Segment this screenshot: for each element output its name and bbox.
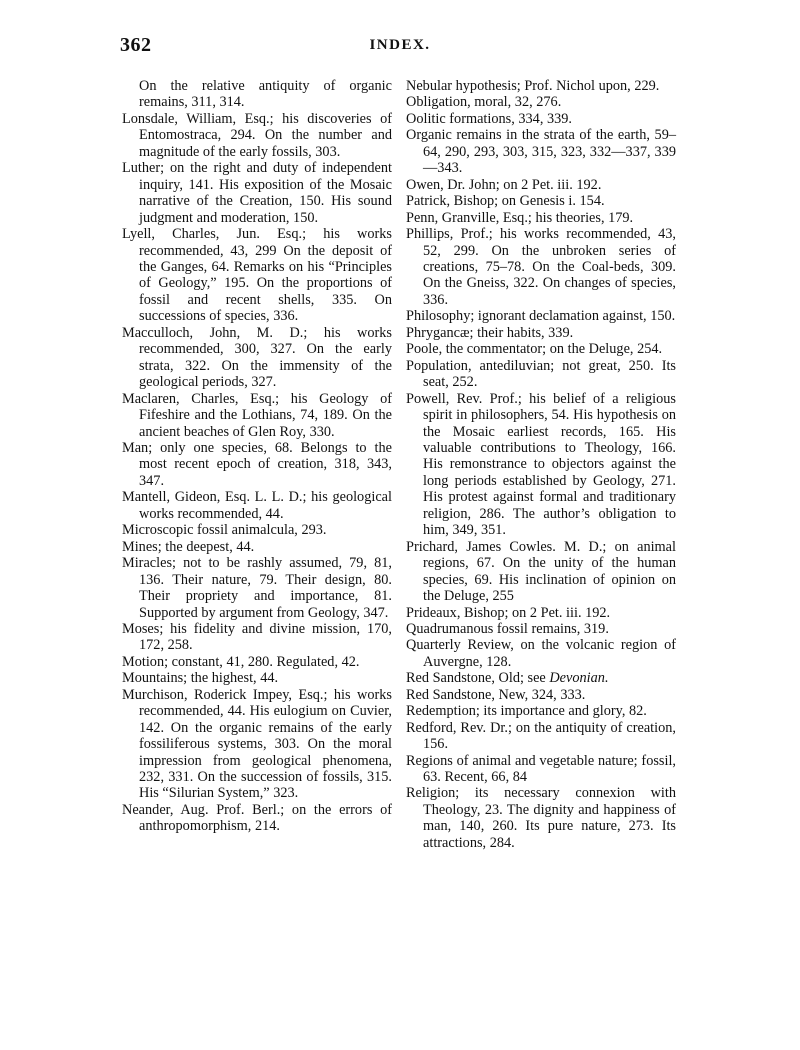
index-entry-text: Microscopic fossil animalcula, 293. <box>122 522 327 539</box>
index-entry-text: Quarterly Review, on the volcanic region of Auvergne, 128. <box>406 637 676 670</box>
index-entry-text: Red Sandstone, New, 324, 333. <box>406 686 586 703</box>
index-entry-cross-reference: Devonian. <box>549 670 609 687</box>
index-entry-text: Poole, the commentator; on the Deluge, 254. <box>406 341 663 358</box>
index-entry <box>406 605 676 621</box>
index-entry <box>122 670 392 686</box>
index-entry-text: Man; only one species, 68. Belongs to the most recent epoch of creation, 318, 343, 347. <box>122 439 392 489</box>
index-entry-text: Miracles; not to be rashly assumed, 79, 81, 136. Their nature, 79. Their design, 80. Their propriety and importance, 81. Supported by argument from Geology, 347. <box>122 555 392 621</box>
index-entry-text: Oolitic formations, 334, 339. <box>406 110 572 127</box>
index-entry <box>122 111 392 160</box>
index-entry <box>406 358 676 391</box>
index-entry-text: Organic remains in the strata of the earth, 59–64, 290, 293, 303, 315, 323, 332—337, 339—343. <box>406 127 676 177</box>
index-entry-text: Population, antediluvian; not great, 250. Its seat, 252. <box>406 357 676 391</box>
index-entry <box>122 160 392 226</box>
index-entry <box>406 226 676 308</box>
index-entry <box>406 637 676 670</box>
page-number: 362 <box>120 34 152 56</box>
index-entry-text: Penn, Granville, Esq.; his theories, 179. <box>406 209 634 226</box>
index-entry <box>406 703 676 719</box>
index-entry <box>122 654 392 670</box>
index-entry-text: Phrygancæ; their habits, 339. <box>406 324 574 341</box>
index-entry-text: Red Sandstone, Old; see <box>406 670 550 687</box>
index-entry-text: Phillips, Prof.; his works recommended, 43, 52, 299. On the unbroken series of creations, 75–78. On the Coal-beds, 309. On the Gneiss, 322. On changes of species, 336. <box>406 226 676 308</box>
index-entry-text: Maclaren, Charles, Esq.; his Geology of Fifeshire and the Lothians, 74, 189. On the ancient beaches of Glen Roy, 330. <box>122 390 392 440</box>
index-entry-text: Patrick, Bishop; on Genesis i. 154. <box>406 193 605 210</box>
index-entry <box>406 720 676 753</box>
index-entry <box>406 687 676 703</box>
index-entry-text: Religion; its necessary connexion with Theology, 23. The dignity and happiness of man, 140, 260. Its pure nature, 273. Its attractions, 284. <box>406 785 676 851</box>
index-entry <box>406 94 676 110</box>
index-entry-text: Murchison, Roderick Impey, Esq.; his works recommended, 44. His eulogium on Cuvier, 142. On the organic remains of the early fossiliferous systems, 303. On the moral impression from geological phenomena, 232, 331. On the succession of fossils, 315. His “Silurian System,” 323. <box>122 686 392 802</box>
index-entry <box>406 391 676 539</box>
index-entry <box>406 177 676 193</box>
index-entry-text: Prideaux, Bishop; on 2 Pet. iii. 192. <box>406 604 611 621</box>
index-entry <box>122 555 392 621</box>
index-entry-text: Redemption; its importance and glory, 82. <box>406 703 647 720</box>
index-entry-text: Redford, Rev. Dr.; on the antiquity of creation, 156. <box>406 719 676 753</box>
index-entry <box>406 78 676 94</box>
index-entry-text: Motion; constant, 41, 280. Regulated, 42. <box>122 653 360 670</box>
index-entry <box>406 325 676 341</box>
index-entry <box>122 802 392 835</box>
index-entry <box>406 111 676 127</box>
index-entry <box>122 489 392 522</box>
index-entry <box>406 539 676 605</box>
page-header <box>120 34 680 60</box>
index-entry <box>406 308 676 324</box>
index-entry <box>406 621 676 637</box>
index-entry-text: Nebular hypothesis; Prof. Nichol upon, 229. <box>406 78 660 94</box>
index-entry <box>122 78 392 111</box>
index-column-right <box>406 78 676 851</box>
index-entry <box>406 127 676 176</box>
index-entry-text: Powell, Rev. Prof.; his belief of a religious spirit in philosophers, 54. His hypothesis on the Mosaic earliest records, 165. His valuable contributions to Theology, 166. His remonstrance to objectors against the long periods established by Geology, 271. His protest against formal and traditionary religion, 286. The author’s obligation to him, 349, 351. <box>406 390 676 539</box>
index-entry <box>122 621 392 654</box>
index-entry <box>122 522 392 538</box>
index-entry <box>406 785 676 851</box>
index-column-left <box>122 78 392 835</box>
index-entry-text: Mantell, Gideon, Esq. L. L. D.; his geological works recommended, 44. <box>122 489 392 522</box>
index-entry-text: Macculloch, John, M. D.; his works recommended, 300, 327. On the early strata, 322. On the immensity of the geological periods, 327. <box>122 324 392 391</box>
index-entry-text: Luther; on the right and duty of independent inquiry, 141. His exposition of the Mosaic narrative of the Creation, 150. His sound judgment and moderation, 150. <box>122 160 392 226</box>
index-entry-text: Moses; his fidelity and divine mission, 170, 172, 258. <box>122 620 392 654</box>
index-entry-text: On the relative antiquity of organic remains, 311, 314. <box>139 78 392 111</box>
index-entry-text: Owen, Dr. John; on 2 Pet. iii. 192. <box>406 176 602 193</box>
index-entry <box>406 753 676 786</box>
index-entry <box>122 325 392 391</box>
index-entry-text: Regions of animal and vegetable nature; fossil, 63. Recent, 66, 84 <box>406 752 676 786</box>
index-entry-text: Quadrumanous fossil remains, 319. <box>406 620 609 637</box>
index-entry <box>122 687 392 802</box>
index-entry <box>122 440 392 489</box>
index-entry-text: Neander, Aug. Prof. Berl.; on the errors of anthropomorphism, 214. <box>122 801 392 835</box>
index-entry-text: Lonsdale, William, Esq.; his discoveries of Entomostraca, 294. On the number and magnitude of the early fossils, 303. <box>122 110 392 160</box>
index-entry <box>122 539 392 555</box>
index-entry <box>406 210 676 226</box>
index-entry-text: Lyell, Charles, Jun. Esq.; his works recommended, 43, 299 On the deposit of the Ganges, 64. Remarks on his “Principles of Geology,” 195. On the proportions of fossil and recent shells, 335. On successions of species, 336. <box>122 226 392 325</box>
index-entry <box>122 226 392 325</box>
index-entry <box>122 391 392 440</box>
index-entry-text: Philosophy; ignorant declamation against, 150. <box>406 308 676 325</box>
index-entry <box>406 341 676 357</box>
index-entry <box>406 670 676 686</box>
running-head: INDEX. <box>369 37 431 53</box>
index-entry-text: Obligation, moral, 32, 276. <box>406 94 562 111</box>
index-entry-text: Mountains; the highest, 44. <box>122 670 279 687</box>
index-entry-text: Prichard, James Cowles. M. D.; on animal regions, 67. On the unity of the human species, 69. His inclination of opinion on the Deluge, 255 <box>406 538 676 605</box>
index-entry <box>406 193 676 209</box>
index-entry-text: Mines; the deepest, 44. <box>122 538 255 555</box>
